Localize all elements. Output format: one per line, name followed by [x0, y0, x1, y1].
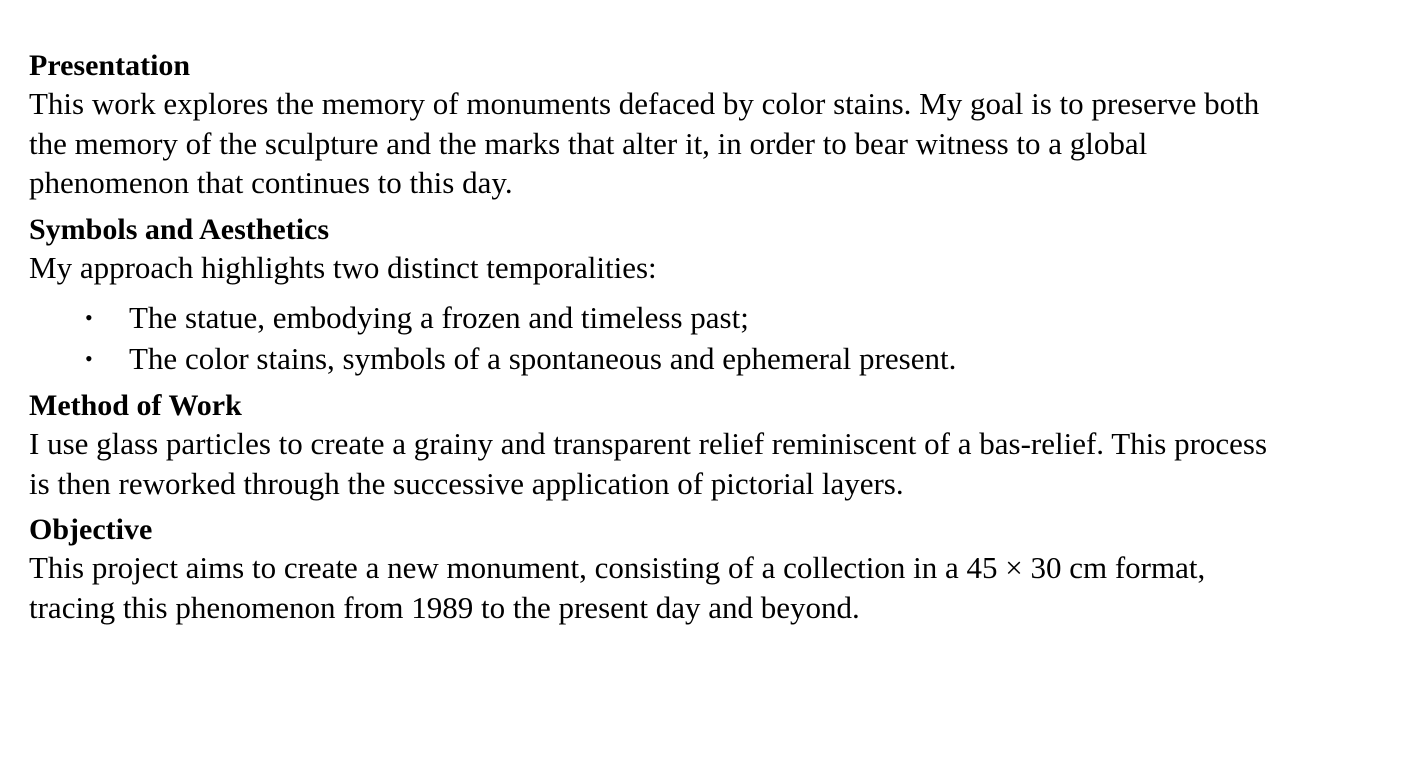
list-item — [85, 338, 1399, 379]
section-heading: Symbols and Aesthetics — [29, 212, 330, 246]
bullet-icon: • — [85, 346, 93, 371]
list-item-text: The color stains, symbols of a spontaneous and ephemeral present. — [129, 341, 957, 376]
bullet-list — [29, 297, 1399, 379]
section-symbols-and-aesthetics — [29, 212, 1399, 380]
paragraph-line: phenomenon that continues to this day. — [29, 165, 513, 200]
section-presentation — [29, 48, 1399, 203]
list-item — [85, 297, 1399, 338]
list-item-text: The statue, embodying a frozen and timeless past; — [129, 300, 749, 335]
section-paragraph — [29, 248, 1399, 288]
paragraph-line: the memory of the sculpture and the marks that alter it, in order to bear witness to a global — [29, 125, 1148, 161]
section-method-of-work — [29, 388, 1399, 503]
section-paragraph — [29, 548, 1399, 627]
section-objective — [29, 512, 1399, 627]
section-heading: Method of Work — [29, 389, 242, 422]
section-heading: Presentation — [29, 49, 191, 82]
paragraph-line: This work explores the memory of monuments defaced by color stains. My goal is to preserve both — [29, 86, 1260, 121]
paragraph-line: This project aims to create a new monument, consisting of a collection in a 45 × 30 cm format, — [29, 550, 1206, 585]
bullet-icon: • — [85, 305, 93, 330]
paragraph-line: tracing this phenomenon from 1989 to the present day and beyond. — [29, 589, 860, 625]
document-body — [29, 48, 1399, 636]
section-paragraph — [29, 84, 1399, 203]
paragraph-line: My approach highlights two distinct temporalities: — [29, 249, 657, 285]
paragraph-line: is then reworked through the successive application of pictorial layers. — [29, 465, 904, 501]
paragraph-line: I use glass particles to create a grainy and transparent relief reminiscent of a bas-relief. This process — [29, 426, 1268, 461]
section-heading: Objective — [29, 513, 153, 546]
section-paragraph — [29, 424, 1399, 503]
